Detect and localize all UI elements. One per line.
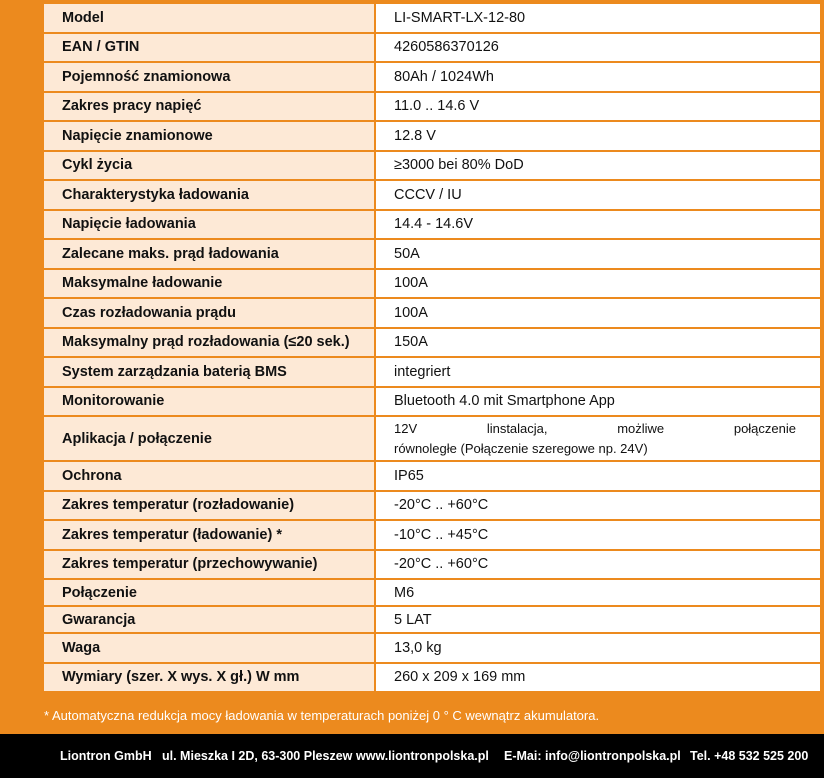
- spec-label: Zalecane maks. prąd ładowania: [44, 240, 376, 270]
- spec-value: CCCV / IU: [376, 181, 820, 211]
- spec-value: IP65: [376, 462, 820, 492]
- spec-label: Model: [44, 4, 376, 34]
- footer-website-link[interactable]: www.liontronpolska.pl: [356, 749, 489, 763]
- spec-row: [44, 240, 820, 270]
- spec-value: 260 x 209 x 169 mm: [376, 664, 820, 694]
- spec-row: [44, 4, 820, 34]
- spec-value: -20°C .. +60°C: [376, 492, 820, 522]
- spec-value: 100A: [376, 270, 820, 300]
- spec-label: Napięcie znamionowe: [44, 122, 376, 152]
- spec-label: System zarządzania baterią BMS: [44, 358, 376, 388]
- spec-label: Cykl życia: [44, 152, 376, 182]
- spec-label: Wymiary (szer. X wys. X gł.) W mm: [44, 664, 376, 694]
- footer-email-link[interactable]: E-Mai: info@liontronpolska.pl: [504, 749, 681, 763]
- spec-label: Gwarancja: [44, 607, 376, 634]
- spec-row: [44, 358, 820, 388]
- spec-row: [44, 551, 820, 581]
- spec-row: [44, 122, 820, 152]
- spec-value: -10°C .. +45°C: [376, 521, 820, 551]
- spec-label: Aplikacja / połączenie: [44, 417, 376, 462]
- spec-row: [44, 152, 820, 182]
- spec-value: Bluetooth 4.0 mit Smartphone App: [376, 388, 820, 418]
- spec-label: Charakterystyka ładowania: [44, 181, 376, 211]
- spec-row: [44, 521, 820, 551]
- spec-row: [44, 93, 820, 123]
- spec-value: 12.8 V: [376, 122, 820, 152]
- spec-value: -20°C .. +60°C: [376, 551, 820, 581]
- spec-value: 14.4 - 14.6V: [376, 211, 820, 241]
- spec-label: Ochrona: [44, 462, 376, 492]
- spec-row: [44, 181, 820, 211]
- spec-label: EAN / GTIN: [44, 34, 376, 64]
- spec-row: [44, 417, 820, 462]
- spec-table-container: [44, 4, 820, 695]
- spec-label: Pojemność znamionowa: [44, 63, 376, 93]
- spec-row: [44, 634, 820, 664]
- spec-row: [44, 492, 820, 522]
- spec-row: [44, 270, 820, 300]
- spec-label: Zakres temperatur (rozładowanie): [44, 492, 376, 522]
- spec-table: [44, 4, 820, 693]
- spec-value: 80Ah / 1024Wh: [376, 63, 820, 93]
- spec-row: [44, 329, 820, 359]
- spec-label: Zakres pracy napięć: [44, 93, 376, 123]
- spec-value: LI-SMART-LX-12-80: [376, 4, 820, 34]
- spec-label: Zakres temperatur (przechowywanie): [44, 551, 376, 581]
- spec-label: Maksymalne ładowanie: [44, 270, 376, 300]
- spec-value: 5 LAT: [376, 607, 820, 634]
- spec-label: Monitorowanie: [44, 388, 376, 418]
- spec-value: 4260586370126: [376, 34, 820, 64]
- spec-value: M6: [376, 580, 820, 607]
- spec-value: integriert: [376, 358, 820, 388]
- footer-company: Liontron GmbH: [60, 749, 152, 763]
- spec-value: 150A: [376, 329, 820, 359]
- spec-value-line: 12V linstalacja, możliwe połączenie: [394, 420, 796, 436]
- spec-row: [44, 580, 820, 607]
- spec-label: Czas rozładowania prądu: [44, 299, 376, 329]
- spec-row: [44, 607, 820, 634]
- footer-address: ul. Mieszka I 2D, 63-300 Pleszew: [162, 749, 353, 763]
- spec-value: 50A: [376, 240, 820, 270]
- spec-value: ≥3000 bei 80% DoD: [376, 152, 820, 182]
- spec-value: 13,0 kg: [376, 634, 820, 664]
- spec-value-multiline: [376, 417, 820, 462]
- spec-row: [44, 388, 820, 418]
- spec-label: Zakres temperatur (ładowanie) *: [44, 521, 376, 551]
- spec-row: [44, 63, 820, 93]
- spec-row: [44, 299, 820, 329]
- footnote: * Automatyczna redukcja mocy ładowania w temperaturach poniżej 0 ° C wewnątrz akumulatora.: [44, 708, 600, 723]
- spec-label: Napięcie ładowania: [44, 211, 376, 241]
- spec-row: [44, 34, 820, 64]
- footer-bar: [0, 734, 824, 778]
- spec-label: Maksymalny prąd rozładowania (≤20 sek.): [44, 329, 376, 359]
- spec-row: [44, 664, 820, 694]
- spec-row: [44, 211, 820, 241]
- spec-row: [44, 462, 820, 492]
- spec-label: Waga: [44, 634, 376, 664]
- footer-phone: Tel. +48 532 525 200: [690, 749, 809, 763]
- spec-value-line: równoległe (Połączenie szeregowe np. 24V): [394, 440, 648, 456]
- spec-value: 11.0 .. 14.6 V: [376, 93, 820, 123]
- spec-label: Połączenie: [44, 580, 376, 607]
- spec-value: 100A: [376, 299, 820, 329]
